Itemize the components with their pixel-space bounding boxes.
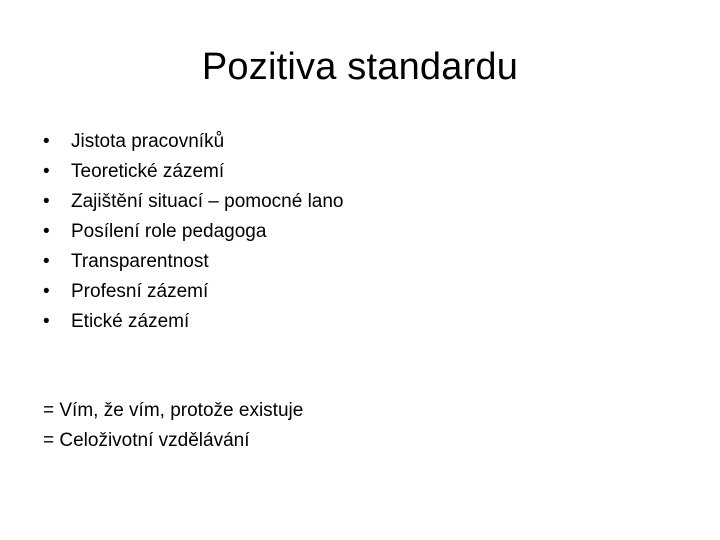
bullet-text: Teoretické zázemí xyxy=(71,161,225,182)
bullet-icon: • xyxy=(43,251,50,272)
summary-notes xyxy=(43,396,303,456)
bullet-icon: • xyxy=(43,161,50,182)
bullet-text: Posílení role pedagoga xyxy=(71,221,267,242)
bullet-icon: • xyxy=(43,221,50,242)
bullet-icon: • xyxy=(43,281,50,302)
bullet-text: Jistota pracovníků xyxy=(71,131,225,152)
bullet-text: Etické zázemí xyxy=(71,311,190,332)
bullet-icon: • xyxy=(43,131,50,152)
note-line: = Celoživotní vzdělávání xyxy=(43,430,250,451)
bullet-icon: • xyxy=(43,311,50,332)
bullet-text: Profesní zázemí xyxy=(71,281,209,302)
slide-title: Pozitiva standardu xyxy=(201,46,519,88)
note-line: = Vím, že vím, protože existuje xyxy=(43,400,304,421)
bullet-text: Zajištění situací – pomocné lano xyxy=(71,191,344,212)
bullet-icon: • xyxy=(43,191,50,212)
bullet-text: Transparentnost xyxy=(71,251,209,272)
